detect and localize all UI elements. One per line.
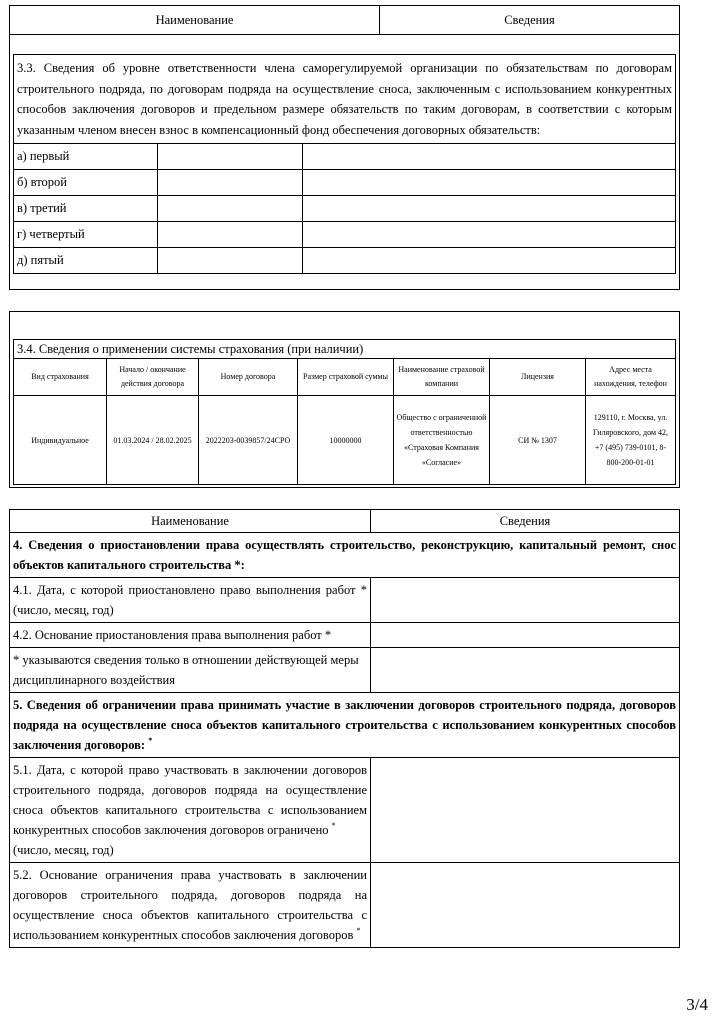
level-label: г) четвертый [14, 222, 158, 248]
section-4-2-value [371, 623, 680, 648]
level-limit [303, 222, 676, 248]
section-3-3-title: 3.3. Сведения об уровне ответственности члена саморегулируемой организации по обязательствам по договорам строительного подряда, по договорам подряда на осуществление сноса, заключенным с использованием конкурентных способов заключения договоров и предельном размере обязательств по таким договорам, в соответствии с которым указанным членом внесен взнос в компенсационный фонд обеспечения договорных обязательств: [14, 55, 676, 144]
column-header-name: Наименование [10, 6, 380, 35]
section-3-4-title: 3.4. Сведения о применении системы страхования (при наличии) [14, 340, 676, 359]
column-header-name: Наименование [10, 510, 371, 533]
level-value [158, 170, 303, 196]
level-value [158, 248, 303, 274]
section-5-1-date-format: (число, месяц, год) [13, 843, 114, 857]
level-label: а) первый [14, 144, 158, 170]
section-5-1-label-cell [10, 758, 371, 863]
column-header-info: Сведения [371, 510, 680, 533]
level-label: б) второй [14, 170, 158, 196]
section-5-1-label: 5.1. Дата, с которой право участвовать в заключении договоров строительного подряда, договоров подряда на осуществление сноса объектов капитального строительства с использованием конкурентных способов заключения договоров ограничено [13, 763, 367, 837]
insurance-column-header: Вид страхования [14, 359, 107, 396]
section-4-note: * указываются сведения только в отношении действующей меры дисциплинарного воздействия [10, 648, 371, 693]
section-5-2-asterisk: * [356, 926, 361, 935]
insurance-column-header: Размер страховой суммы [298, 359, 394, 396]
insurance-column-header: Лицензия [490, 359, 586, 396]
level-limit [303, 248, 676, 274]
section-5-1-asterisk: * [331, 821, 336, 830]
insurance-column-header: Наименование страховой компании [394, 359, 490, 396]
level-label: д) пятый [14, 248, 158, 274]
level-value [158, 222, 303, 248]
section-5-title-cell [10, 693, 680, 758]
column-header-info: Сведения [380, 6, 680, 35]
insurance-license: СИ № 1307 [490, 396, 586, 485]
insurance-column-header: Начало / окончание действия договора [107, 359, 199, 396]
level-limit [303, 196, 676, 222]
section-4-title: 4. Сведения о приостановлении права осуществлять строительство, реконструкцию, капитальный ремонт, снос объектов капитального строительства *: [10, 533, 680, 578]
section-5-2-label: 5.2. Основание ограничения права участвовать в заключении договоров строительного подряда, договоров подряда на осуществление сноса объектов капитального строительства с использованием конкурентных способов заключения договоров [13, 868, 367, 942]
section-3-3-header-table [9, 5, 680, 35]
insurance-column-header: Номер договора [199, 359, 298, 396]
insurance-contract-number: 2022203-0039857/24СРО [199, 396, 298, 485]
liability-level-table [13, 54, 676, 274]
section-4-2-label: 4.2. Основание приостановления права выполнения работ * [10, 623, 371, 648]
section-5-1-value [371, 758, 680, 863]
level-limit [303, 170, 676, 196]
section-5-2-label-cell [10, 863, 371, 948]
insurance-type: Индивидуальное [14, 396, 107, 485]
level-value [158, 144, 303, 170]
level-limit [303, 144, 676, 170]
section-4-note-value [371, 648, 680, 693]
section-5-2-value [371, 863, 680, 948]
insurance-sum: 10000000 [298, 396, 394, 485]
page-number: 3/4 [686, 995, 708, 1014]
level-label: в) третий [14, 196, 158, 222]
section-4-1-label: 4.1. Дата, с которой приостановлено право выполнения работ * (число, месяц, год) [10, 578, 371, 623]
section-5-title: 5. Сведения об ограничении права принимать участие в заключении договоров строительного подряда, договоров подряда на осуществление сноса объектов капитального строительства с использованием конкурентных способов заключения договоров: [13, 698, 676, 752]
insurance-column-header: Адрес места нахождения, телефон [586, 359, 676, 396]
sections-4-5-table [9, 509, 680, 948]
insurance-company: Общество с ограниченной ответственностью «Страховая Компания «Согласие» [394, 396, 490, 485]
section-4-1-value [371, 578, 680, 623]
level-value [158, 196, 303, 222]
insurance-table [13, 339, 676, 485]
section-5-asterisk: * [148, 736, 153, 745]
insurance-period: 01.03.2024 / 28.02.2025 [107, 396, 199, 485]
insurance-address: 129110, г. Москва, ул. Гиляровского, дом 42, +7 (495) 739-0101, 8-800-200-01-01 [586, 396, 676, 485]
